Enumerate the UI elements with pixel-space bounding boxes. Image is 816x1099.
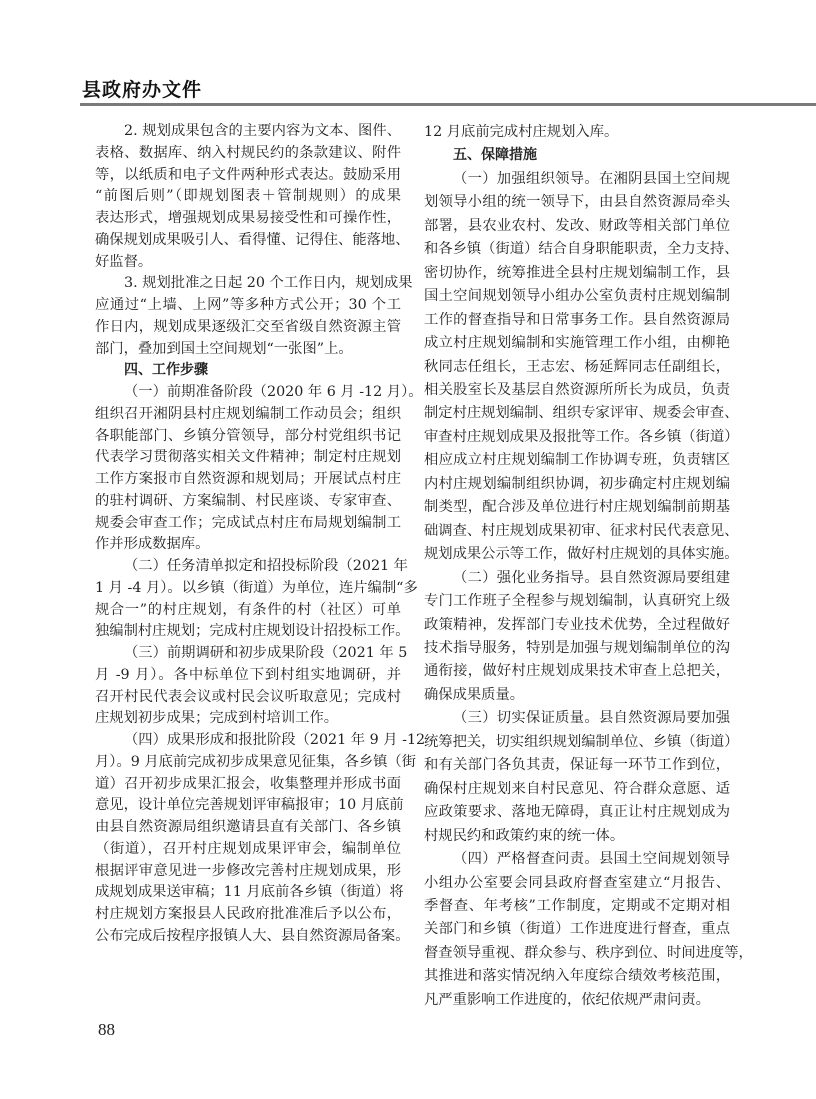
text-line: （三）前期调研和初步成果阶段（2021 年 5 xyxy=(124,645,408,661)
paragraph xyxy=(95,273,413,360)
paragraph xyxy=(95,121,410,273)
page-number: 88 xyxy=(98,1020,115,1039)
text-line: 独编制村庄规划；完成村庄规划设计招投标工作。 xyxy=(95,623,410,640)
text-line: 其推进和落实情况纳入年度综合绩效考核范围， xyxy=(424,968,730,985)
text-line: 3. 规划批准之日起 20 个工作日内，规划成果 xyxy=(124,275,413,292)
section-heading xyxy=(424,144,730,167)
text-line: （二）任务清单拟定和招投标阶段（2021 年 xyxy=(124,558,408,574)
text-line: 确保成果质量。 xyxy=(424,686,525,703)
text-line: 制定村庄规划编制、组织专家评审、规委会审查、 xyxy=(424,405,739,422)
text-line: 秋同志任组长，王志宏、杨延辉同志任副组长， xyxy=(424,358,730,375)
text-line: 规划成果公示等工作，做好村庄规划的具体实施。 xyxy=(424,546,739,563)
text-line: 各职能部门、乡镇分管领导，部分村党组织书记 xyxy=(95,427,401,444)
text-line: 四、工作步骤 xyxy=(124,362,208,379)
section-heading xyxy=(95,360,401,382)
text-line: 1 月 -4 月）。以乡镇（街道）为单位，连片编制“多 xyxy=(95,579,418,596)
text-line: 政策精神，发挥部门专业技术优势，全过程做好 xyxy=(424,616,730,633)
text-line: （三）切实保证质量。县自然资源局要加强 xyxy=(453,710,730,727)
text-line: 统筹把关，切实组织规划编制单位、乡镇（街道） xyxy=(424,733,739,750)
text-line: 五、保障措施 xyxy=(453,147,537,164)
text-line: （四）成果形成和报批阶段（2021 年 9 月 -12 xyxy=(124,732,426,748)
text-line: 的驻村调研、方案编制、村民座谈、专家审查、 xyxy=(95,492,401,509)
text-line: 划领导小组的统一领导下，由县自然资源局牵头 xyxy=(424,194,730,211)
text-line: 专门工作班子全程参与规划编制，认真研究上级 xyxy=(424,593,730,610)
text-line: 村规民约和政策约束的统一体。 xyxy=(424,827,625,844)
left-column xyxy=(95,121,426,948)
text-line: 应通过“上墙、上网”等多种方式公开；30 个工 xyxy=(95,297,401,313)
text-line: 组织召开湘阴县村庄规划编制工作动员会；组织 xyxy=(95,405,401,422)
text-line: 密切协作，统筹推进全县村庄规划编制工作，县 xyxy=(424,264,730,281)
text-line: 公布完成后按程序报镇人大、县自然资源局备案。 xyxy=(95,927,410,944)
text-line: （一）加强组织领导。在湘阴县国土空间规 xyxy=(453,170,730,187)
paragraph xyxy=(424,567,730,708)
text-line: 意见，设计单位完善规划评审稿报审；10 月底前 xyxy=(95,797,404,814)
text-line: 规合一”的村庄规划，有条件的村（社区）可单 xyxy=(95,601,401,618)
text-line: 根据评审意见进一步修改完善村庄规划成果，形 xyxy=(95,862,401,879)
text-line: （四）严格督查问责。县国土空间规划领导 xyxy=(453,851,730,868)
text-line: 相应成立村庄规划编制工作协调专班，负责辖区 xyxy=(424,452,730,469)
text-line: 相关股室长及基层自然资源所所长为成员，负责 xyxy=(424,381,730,398)
paragraph xyxy=(424,121,730,144)
text-line: 好监督。 xyxy=(95,253,153,270)
text-line: 部门，叠加到国土空间规划“一张图”上。 xyxy=(95,340,353,357)
text-line: （二）强化业务指导。县自然资源局要组建 xyxy=(453,569,730,586)
paragraph xyxy=(95,556,418,643)
text-line: 作日内，规划成果逐级汇交至省级自然资源主管 xyxy=(95,318,401,335)
text-line: 制类型，配合涉及单位进行村庄规划编制前期基 xyxy=(424,499,730,516)
text-line: 等，以纸质和电子文件两种形式表达。鼓励采用 xyxy=(95,166,401,183)
paragraph xyxy=(95,643,408,730)
text-line: 通衔接，做好村庄规划成果技术审查上总把关， xyxy=(424,663,730,680)
text-line: 内村庄规划编制组织协调，初步确定村庄规划编 xyxy=(424,475,730,492)
text-line: 表格、数据库、纳入村规民约的条款建议、附件 xyxy=(95,144,401,161)
text-line: 技术指导服务，特别是加强与规划编制单位的沟 xyxy=(424,639,730,656)
text-line: （一）前期准备阶段（2020 年 6 月 -12 月）。 xyxy=(124,384,423,400)
text-line: 工作方案报市自然资源和规划局；开展试点村庄 xyxy=(95,471,401,487)
text-line: 和有关部门各负其责，保证每一环节工作到位， xyxy=(424,757,730,774)
text-line: 由县自然资源局组织邀请县直有关部门、各乡镇 xyxy=(95,819,401,835)
right-column xyxy=(424,121,753,1012)
text-line: 季督查、年考核”工作制度，定期或不定期对相 xyxy=(424,897,730,914)
text-line: 月）。9 月底前完成初步成果意见征集，各乡镇（街 xyxy=(95,753,417,770)
text-line: 部署，县农业农村、发改、财政等相关部门单位 xyxy=(424,217,730,234)
text-line: 村庄规划方案报县人民政府批准准后予以公布， xyxy=(95,906,401,922)
text-line: 和各乡镇（街道）结合自身职能职责，全力支持、 xyxy=(424,241,739,258)
text-line: 道）召开初步成果汇报会，收集整理并形成书面 xyxy=(95,775,401,792)
text-line: 督查领导重视、群众参与、秩序到位、时间进度等， xyxy=(424,944,753,961)
text-line: 庄规划初步成果；完成到村培训工作。 xyxy=(95,710,339,727)
text-line: 凡严重影响工作进度的，依纪依规严肃问责。 xyxy=(424,991,710,1008)
text-line: 成立村庄规划编制和实施管理工作小组，由柳艳 xyxy=(424,335,730,352)
text-line: 成规划成果送审稿；11 月底前各乡镇（街道）将 xyxy=(95,884,404,901)
text-line: 确保规划成果吸引人、看得懂、记得住、能落地、 xyxy=(95,231,410,248)
text-line: 国土空间规划领导小组办公室负责村庄规划编制 xyxy=(424,288,730,305)
paragraph xyxy=(424,168,739,567)
text-line: 确保村庄规划来自村民意见、符合群众意愿、适 xyxy=(424,780,730,797)
paragraph xyxy=(95,730,426,948)
paragraph xyxy=(95,382,423,556)
text-line: 小组办公室要会同县政府督查室建立“月报告、 xyxy=(424,874,730,891)
text-line: 础调查、村庄规划成果初审、征求村民代表意见、 xyxy=(424,522,739,539)
text-line: 工作的督查指导和日常事务工作。县自然资源局 xyxy=(424,311,730,328)
text-line: 2. 规划成果包含的主要内容为文本、图件、 xyxy=(124,123,401,139)
text-line: 作并形成数据库。 xyxy=(95,536,210,553)
text-line: 关部门和乡镇（街道）工作进度进行督查，重点 xyxy=(424,921,730,938)
text-line: 代表学习贯彻落实相关文件精神；制定村庄规划 xyxy=(95,449,401,466)
paragraph xyxy=(424,848,753,1012)
text-line: 规委会审查工作；完成试点村庄布局规划编制工 xyxy=(95,514,401,531)
text-line: 应政策要求、落地无障碍，真正让村庄规划成为 xyxy=(424,804,730,821)
text-line: 审查村庄规划成果及报批等工作。各乡镇（街道） xyxy=(424,428,739,445)
text-line: “前图后则”（即规划图表＋管制规则）的成果 xyxy=(95,188,401,205)
text-line: 月 -9 月）。各中标单位下到村组实地调研，并 xyxy=(95,666,401,683)
text-line: 12 月底前完成村庄规划入库。 xyxy=(424,124,619,140)
text-line: 表达形式，增强规划成果易接受性和可操作性， xyxy=(95,210,401,226)
text-line: （街道），召开村庄规划成果评审会，编制单位 xyxy=(95,840,401,857)
paragraph xyxy=(424,707,739,848)
text-line: 召开村民代表会议或村民会议听取意见；完成村 xyxy=(95,688,401,705)
running-header-title: 县政府办文件 xyxy=(82,79,203,101)
header-divider xyxy=(80,103,816,106)
